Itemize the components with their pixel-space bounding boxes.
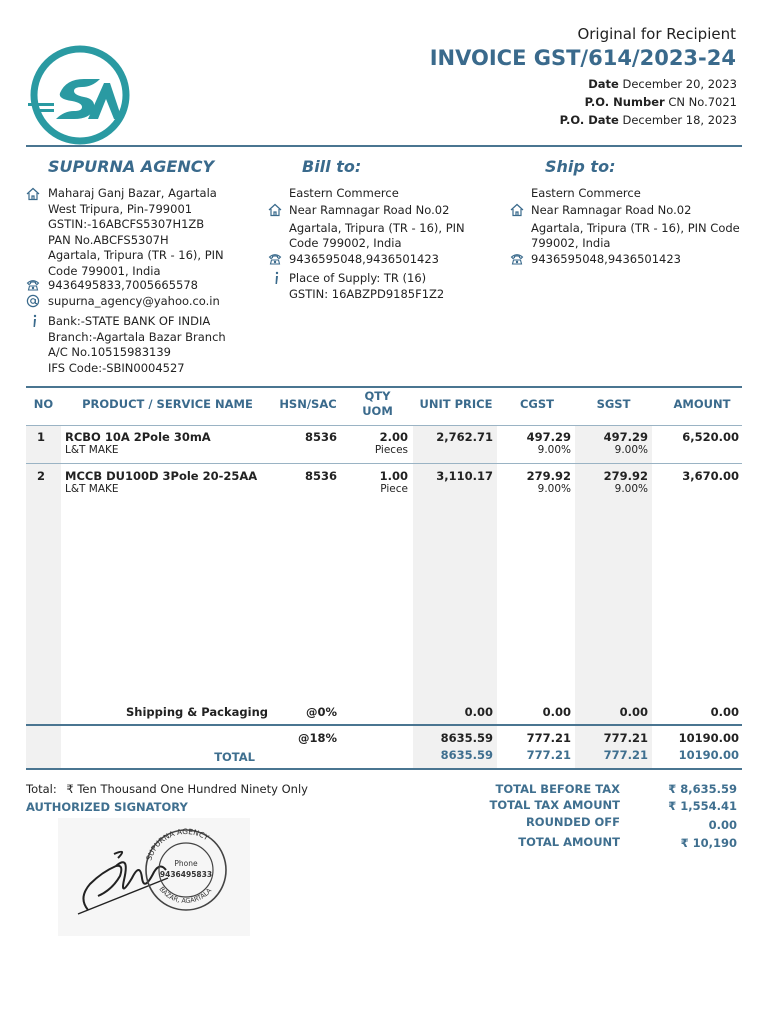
po-number-label: P.O. Number [584, 95, 665, 109]
seller-phone: 9436495833,7005665578 [48, 278, 198, 292]
sgst-amount: 279.92 [603, 469, 648, 483]
total-cgst: 777.21 [526, 748, 571, 762]
tax-rate: @18% [297, 731, 337, 745]
authorized-signatory: AUTHORIZED SIGNATORY [26, 800, 188, 814]
table-bottom-border [26, 768, 742, 770]
header-product: PRODUCT / SERVICE NAME [82, 397, 253, 411]
sgst-amount: 497.29 [603, 430, 648, 444]
header-uom: UOM [362, 404, 393, 418]
summary-label-tax: TOTAL TAX AMOUNT [489, 798, 620, 812]
ship-to-address-line: Agartala, Tripura (TR - 16), PIN Code [531, 220, 740, 235]
quantity: 1.00 [379, 469, 408, 483]
cgst-rate: 9.00% [537, 483, 571, 495]
tax-amount: 10190.00 [678, 731, 739, 745]
total-unit-price: 8635.59 [440, 748, 493, 762]
bill-to-phone: 9436595048,9436501423 [289, 252, 439, 266]
shipping-label: Shipping & Packaging [126, 705, 268, 719]
phone-icon [268, 252, 282, 266]
date-value: December 20, 2023 [622, 77, 737, 91]
invoice-date [588, 77, 737, 91]
seller-pan: PAN No.ABCFS5307H [48, 232, 169, 247]
bank-account: A/C No.10515983139 [48, 345, 172, 359]
summary-label-total: TOTAL AMOUNT [518, 835, 620, 849]
subtotal-divider [26, 724, 742, 726]
total-label: TOTAL [214, 750, 255, 764]
shipping-sgst: 0.00 [619, 705, 648, 719]
svg-text:9436495833: 9436495833 [159, 870, 213, 879]
date-label: Date [588, 77, 619, 91]
header-hsn: HSN/SAC [279, 397, 337, 411]
total-words-label: Total: [26, 782, 57, 796]
info-icon [270, 271, 284, 285]
header-bottom-border [26, 425, 742, 426]
row-divider [26, 463, 742, 464]
total-in-words [26, 782, 308, 796]
bill-to-name: Eastern Commerce [289, 186, 399, 200]
summary-value-tax: ₹ 1,554.41 [668, 799, 737, 813]
po-number [585, 95, 737, 109]
cgst-amount: 279.92 [526, 469, 571, 483]
seller-address-line: Agartala, Tripura (TR - 16), PIN [48, 248, 224, 262]
tax-unit-price: 8635.59 [440, 731, 493, 745]
bill-to-supply [289, 271, 444, 302]
summary-value-before-tax: ₹ 8,635.59 [668, 782, 737, 796]
phone-icon [510, 252, 524, 266]
row-no: 1 [37, 430, 46, 444]
email-icon [26, 294, 40, 308]
product-name: RCBO 10A 2Pole 30mA [65, 430, 211, 444]
po-date-value: December 18, 2023 [622, 113, 737, 127]
signature-stamp-area [58, 818, 250, 936]
home-icon [510, 203, 524, 217]
place-of-supply: Place of Supply: TR (16) [289, 271, 427, 285]
summary-value-total: ₹ 10,190 [680, 836, 737, 850]
shipping-rate: @0% [305, 705, 337, 719]
home-icon [268, 203, 282, 217]
product-make: L&T MAKE [65, 483, 119, 495]
seller-address-line: Maharaj Ganj Bazar, Agartala [48, 186, 217, 200]
seller-address-line: West Tripura, Pin-799001 [48, 201, 193, 216]
copy-label: Original for Recipient [577, 25, 736, 43]
header-cgst: CGST [519, 397, 554, 411]
seller-name: SUPURNA AGENCY [48, 157, 215, 176]
uom: Pieces [374, 444, 408, 456]
unit-price: 2,762.71 [436, 430, 493, 444]
info-icon [28, 314, 42, 328]
line-amount: 6,520.00 [682, 430, 739, 444]
unit-price: 3,110.17 [436, 469, 493, 483]
seller-bank [48, 314, 226, 376]
ship-to-phone: 9436595048,9436501423 [531, 252, 681, 266]
table-top-border [26, 386, 742, 388]
bill-to-gstin: GSTIN: 16ABZPD9185F1Z2 [289, 286, 445, 301]
header-no: NO [33, 397, 54, 411]
po-date-label: P.O. Date [559, 113, 619, 127]
tax-sgst: 777.21 [603, 731, 648, 745]
summary-label-before-tax: TOTAL BEFORE TAX [495, 782, 620, 796]
seller-address-line: Code 799001, India [48, 263, 161, 278]
summary-value-rounded: 0.00 [708, 818, 737, 832]
phone-icon [26, 278, 40, 292]
header-sgst: SGST [596, 397, 631, 411]
shipping-amount: 0.00 [710, 705, 739, 719]
bill-to-address-line: Agartala, Tripura (TR - 16), PIN [289, 220, 465, 235]
total-amount: 10190.00 [678, 748, 739, 762]
product-make: L&T MAKE [65, 444, 119, 456]
sgst-rate: 9.00% [614, 483, 648, 495]
stamp-bottom-text: BAZAR, AGARTALA [157, 885, 214, 906]
hsn-code: 8536 [304, 430, 337, 444]
sgst-rate: 9.00% [614, 444, 648, 456]
line-amount: 3,670.00 [682, 469, 739, 483]
product-name: MCCB DU100D 3Pole 20-25AA [65, 469, 258, 483]
bill-to-address [289, 203, 465, 252]
po-number-value: CN No.7021 [668, 95, 737, 109]
bank-branch: Branch:-Agartala Bazar Branch [48, 329, 226, 344]
home-icon [26, 187, 40, 201]
tax-cgst: 777.21 [526, 731, 571, 745]
hsn-code: 8536 [304, 469, 337, 483]
ship-to-name: Eastern Commerce [531, 186, 641, 200]
shipping-unit-price: 0.00 [464, 705, 493, 719]
invoice-title: INVOICE GST/614/2023-24 [429, 46, 736, 70]
shipping-cgst: 0.00 [542, 705, 571, 719]
cgst-rate: 9.00% [537, 444, 571, 456]
bank-ifsc: IFS Code:-SBIN0004527 [48, 360, 185, 375]
svg-text:Phone: Phone [174, 859, 198, 868]
bill-to-address-line: Code 799002, India [289, 236, 402, 250]
seller-address [48, 186, 224, 279]
total-sgst: 777.21 [603, 748, 648, 762]
quantity: 2.00 [379, 430, 408, 444]
bank-name: Bank:-STATE BANK OF INDIA [48, 314, 211, 328]
signature-image [58, 818, 250, 936]
po-date [560, 113, 737, 127]
stamp-top-text: SUPURNA AGENCY [144, 826, 211, 862]
bill-to-heading: Bill to: [302, 157, 362, 176]
cgst-amount: 497.29 [526, 430, 571, 444]
ship-to-address [531, 203, 740, 252]
ship-to-address-line: 799002, India [531, 236, 611, 250]
bill-to-address-line: Near Ramnagar Road No.02 [289, 203, 450, 217]
row-no: 2 [37, 469, 46, 483]
header-amount: AMOUNT [673, 397, 731, 411]
uom: Piece [380, 483, 408, 495]
summary-label-rounded: ROUNDED OFF [525, 815, 620, 829]
header-unit-price: UNIT PRICE [419, 397, 493, 411]
ship-to-heading: Ship to: [545, 157, 616, 176]
seller-email[interactable]: supurna_agency@yahoo.co.in [48, 294, 220, 308]
ship-to-address-line: Near Ramnagar Road No.02 [531, 203, 692, 217]
total-words-value: ₹ Ten Thousand One Hundred Ninety Only [66, 782, 308, 796]
logo [26, 45, 132, 145]
header-divider [26, 145, 742, 147]
header-qty: QTY [364, 389, 391, 403]
seller-gstin: GSTIN:-16ABCFS5307H1ZB [48, 217, 205, 231]
